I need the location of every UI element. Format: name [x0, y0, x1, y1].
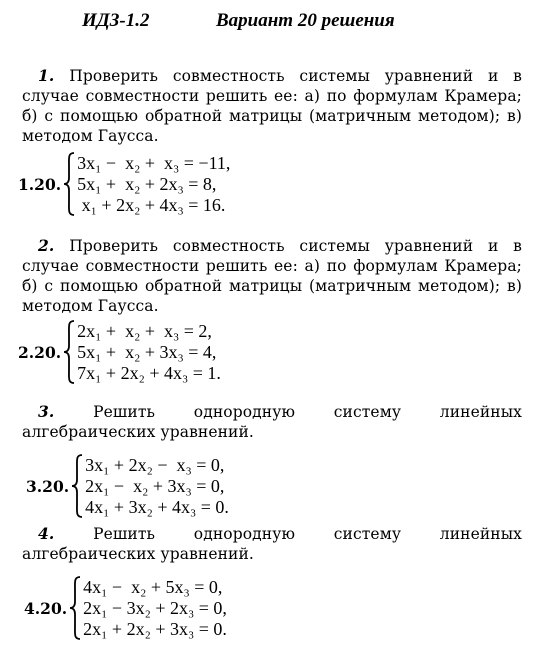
task-2-number: 2.	[38, 236, 55, 255]
task-3	[0, 402, 538, 442]
equation: 4x₁ − x₂ + 5x₃ = 0,	[83, 576, 223, 597]
system-1-label: 1.20.	[18, 174, 62, 194]
equation: 2x₁ − x₂ + 3x₃ = 0,	[85, 475, 225, 496]
task-4	[0, 524, 538, 564]
task-3-text: Решить однородную систему линейных алгебраических уравнений.	[22, 403, 523, 441]
equation: 3x₁ − x₂ + x₃ = −11,	[77, 152, 231, 173]
task-2-text: Проверить совместность системы уравнений и в случае совместности решить ее: а) по формулам Крамера; б) с помощью обратной матрицы (матричным методом); в) методом Гаусса.	[22, 237, 523, 315]
system-3	[26, 454, 229, 518]
equation: 5x₁ + x₂ + 3x₃ = 4,	[77, 341, 217, 362]
equation: 2x₁ + x₂ + x₃ = 2,	[77, 320, 212, 341]
system-2-equations	[77, 321, 221, 384]
system-4-equations	[83, 577, 227, 640]
equation: 7x₁ + 2x₂ + 4x₃ = 1.	[77, 362, 221, 383]
system-1	[18, 152, 230, 216]
equation: 2x₁ − 3x₂ + 2x₃ = 0,	[83, 597, 227, 618]
equation: 4x₁ + 3x₂ + 4x₃ = 0.	[85, 496, 229, 517]
task-1-statement	[22, 66, 522, 146]
task-4-statement	[22, 524, 522, 564]
system-1-equations	[77, 153, 230, 216]
page-header	[0, 10, 538, 36]
equation: 3x₁ + 2x₂ − x₃ = 0,	[85, 454, 225, 475]
system-3-label: 3.20.	[26, 476, 70, 496]
equation: 2x₁ + 2x₂ + 3x₃ = 0.	[83, 618, 227, 639]
equation: x₁ + 2x₂ + 4x₃ = 16.	[77, 194, 226, 215]
task-2-statement	[22, 236, 522, 316]
variant-title: Вариант 20 решения	[216, 10, 395, 31]
system-2	[18, 320, 221, 384]
left-brace-icon	[63, 320, 75, 384]
task-3-number: 3.	[38, 402, 55, 421]
task-3-statement	[22, 402, 522, 442]
doc-title: ИДЗ-1.2	[82, 10, 150, 31]
left-brace-icon	[71, 454, 83, 518]
task-1	[0, 66, 538, 146]
system-4	[24, 576, 227, 640]
task-1-number: 1.	[38, 66, 55, 85]
system-4-label: 4.20.	[24, 598, 68, 618]
task-4-number: 4.	[38, 524, 55, 543]
task-4-text: Решить однородную систему линейных алгебраических уравнений.	[22, 525, 523, 563]
left-brace-icon	[63, 152, 75, 216]
task-1-text: Проверить совместность системы уравнений и в случае совместности решить ее: а) по формулам Крамера; б) с помощью обратной матрицы (матричным методом); в) методом Гаусса.	[22, 67, 523, 145]
equation: 5x₁ + x₂ + 2x₃ = 8,	[77, 173, 217, 194]
system-3-equations	[85, 455, 229, 518]
task-2	[0, 236, 538, 316]
system-2-label: 2.20.	[18, 342, 62, 362]
left-brace-icon	[69, 576, 81, 640]
